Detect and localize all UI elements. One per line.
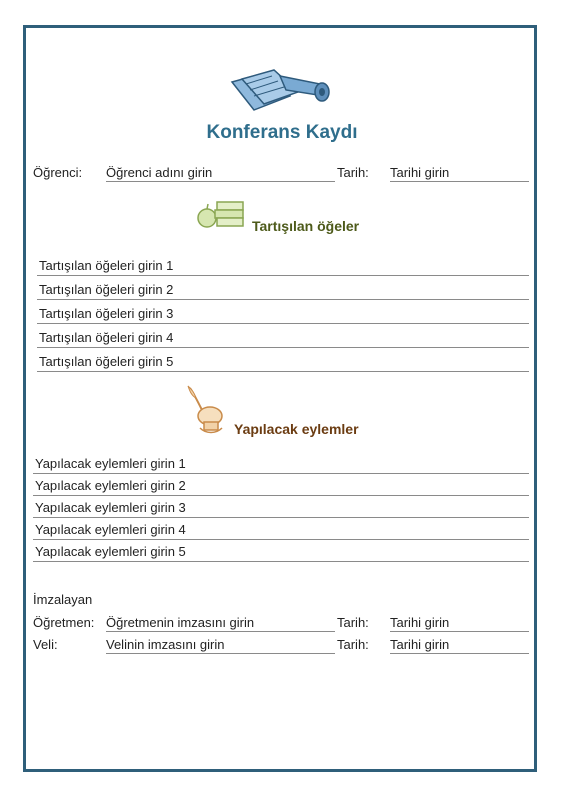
teacher-signature-field[interactable]: Öğretmenin imzasını girin — [106, 615, 335, 632]
date-label: Tarih: — [337, 165, 369, 180]
discussed-item[interactable]: Tartışılan öğeleri girin 2 — [37, 282, 529, 300]
action-item[interactable]: Yapılacak eylemleri girin 4 — [33, 522, 529, 540]
teacher-date-label: Tarih: — [337, 615, 369, 630]
parent-date-field[interactable]: Tarihi girin — [390, 637, 529, 654]
discussed-item[interactable]: Tartışılan öğeleri girin 5 — [37, 354, 529, 372]
student-label: Öğrenci: — [33, 165, 83, 180]
discussed-item[interactable]: Tartışılan öğeleri girin 1 — [37, 258, 529, 276]
discussed-section-title: Tartışılan öğeler — [252, 218, 360, 234]
action-item[interactable]: Yapılacak eylemleri girin 3 — [33, 500, 529, 518]
action-item[interactable]: Yapılacak eylemleri girin 1 — [33, 456, 529, 474]
apple-books-icon — [195, 196, 247, 232]
discussed-item[interactable]: Tartışılan öğeleri girin 4 — [37, 330, 529, 348]
teacher-label: Öğretmen: — [33, 615, 95, 630]
action-item[interactable]: Yapılacak eylemleri girin 2 — [33, 478, 529, 496]
date-field[interactable]: Tarihi girin — [390, 165, 529, 182]
books-icon — [228, 66, 336, 116]
student-name-field[interactable]: Öğrenci adını girin — [106, 165, 335, 182]
teacher-date-field[interactable]: Tarihi girin — [390, 615, 529, 632]
actions-section-title: Yapılacak eylemler — [234, 421, 359, 437]
signatures-heading: İmzalayan — [33, 592, 93, 607]
action-item[interactable]: Yapılacak eylemleri girin 5 — [33, 544, 529, 562]
parent-date-label: Tarih: — [337, 637, 369, 652]
discussed-item[interactable]: Tartışılan öğeleri girin 3 — [37, 306, 529, 324]
parent-signature-field[interactable]: Velinin imzasını girin — [106, 637, 335, 654]
page-title: Konferans Kaydı — [206, 122, 358, 143]
parent-label: Veli: — [33, 637, 58, 652]
feather-inkwell-icon — [184, 384, 230, 436]
